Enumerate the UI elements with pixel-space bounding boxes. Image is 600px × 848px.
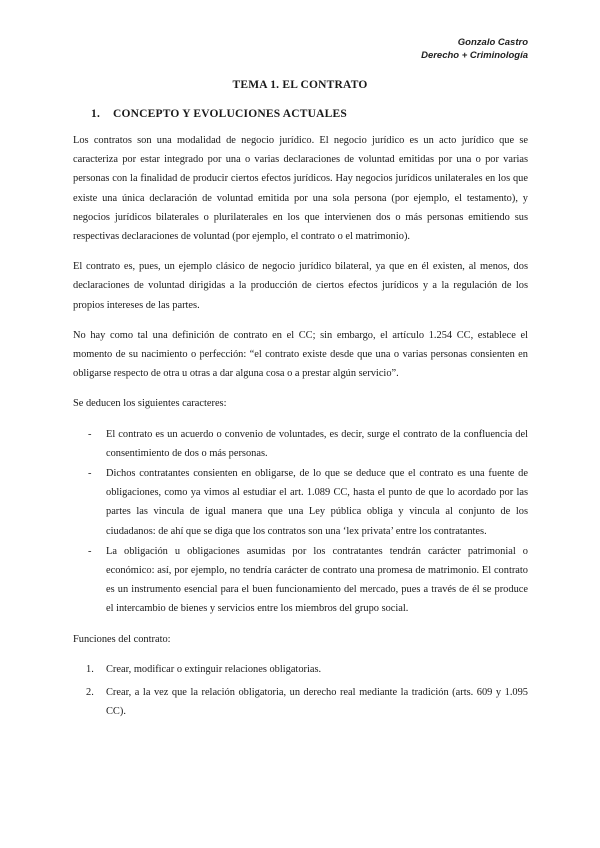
list-item — [73, 683, 528, 721]
page-header — [421, 36, 528, 62]
author-name: Gonzalo Castro — [457, 37, 528, 48]
list-item — [73, 660, 528, 679]
section-heading-text: CONCEPTO Y EVOLUCIONES ACTUALES — [113, 108, 347, 120]
dash-marker: - — [88, 428, 92, 440]
paragraph: Los contratos son una modalidad de negocio jurídico. El negocio jurídico es un acto jurídico que se caracteriza por estar integrado por una o varias declaraciones de voluntad emitidas por una o por varias personas con la finalidad de producir ciertos efectos jurídicos. Hay negocios jurídicos unilaterales en los que existe una única declaración de voluntad emitida por una sola persona (por ejemplo, el testamento), y negocios jurídicos bilaterales o plurilaterales en los que intervienen dos o más personas emitiendo sus respectivas declaraciones de voluntad (por ejemplo, el contrato o el matrimonio). — [73, 135, 528, 243]
list-item-text: El contrato es un acuerdo o convenio de voluntades, es decir, surge el contrato de la confluencia del consentimiento de dos o más personas. — [106, 428, 528, 459]
degree-name: Derecho + Criminología — [421, 50, 528, 61]
list-item — [73, 464, 528, 541]
paragraph: No hay como tal una definición de contrato en el CC; sin embargo, el artículo 1.254 CC, establece el momento de su nacimiento o perfección: “el contrato existe desde que una o varias personas consienten en obligarse respecto de otra u otras a dar alguna cosa o a prestar algún servicio”. — [73, 329, 528, 380]
list-item-text: Crear, modificar o extinguir relaciones obligatorias. — [106, 663, 322, 675]
functions-intro: Funciones del contrato: — [73, 633, 171, 645]
characteristics-list — [73, 425, 528, 619]
list-item — [73, 542, 528, 619]
page-title: TEMA 1. EL CONTRATO — [232, 79, 368, 91]
list-number: 2. — [86, 687, 94, 699]
paragraph: Se deducen los siguientes caracteres: — [73, 398, 227, 410]
dash-marker: - — [88, 545, 92, 557]
list-item-text: Dichos contratantes consienten en obligarse, de lo que se deduce que el contrato es una fuente de obligaciones, como ya vimos al estudiar el art. 1.089 CC, hasta el punto de que lo acordado por las partes las vincula de igual manera que una Ley pública obliga y vincula al conjunto de los ciudadanos: de ahí que se diga que los contratos son una ‘lex privata’ entre los contratantes. — [106, 468, 528, 537]
list-item-text: Crear, a la vez que la relación obligatoria, un derecho real mediante la tradición (arts. 609 y 1.095 CC). — [106, 687, 528, 718]
section-number: 1. — [91, 108, 101, 120]
dash-marker: - — [88, 468, 92, 480]
list-item — [73, 425, 528, 463]
paragraph: El contrato es, pues, un ejemplo clásico de negocio jurídico bilateral, ya que en él existen, al menos, dos declaraciones de voluntad dirigidas a la producción de ciertos efectos jurídicos y a la regulación de los propios intereses de las partes. — [73, 261, 528, 311]
list-item-text: La obligación u obligaciones asumidas por los contratantes tendrán carácter patrimonial o económico: así, por ejemplo, no tendría carácter de contrato una promesa de matrimonio. El contrato es un instrumento esencial para el buen funcionamiento del mercado, pues a través de él se produce el intercambio de bienes y servicios entre los miembros del grupo social. — [106, 545, 528, 615]
list-number: 1. — [86, 663, 94, 675]
document-body — [73, 131, 528, 732]
functions-list — [73, 660, 528, 722]
